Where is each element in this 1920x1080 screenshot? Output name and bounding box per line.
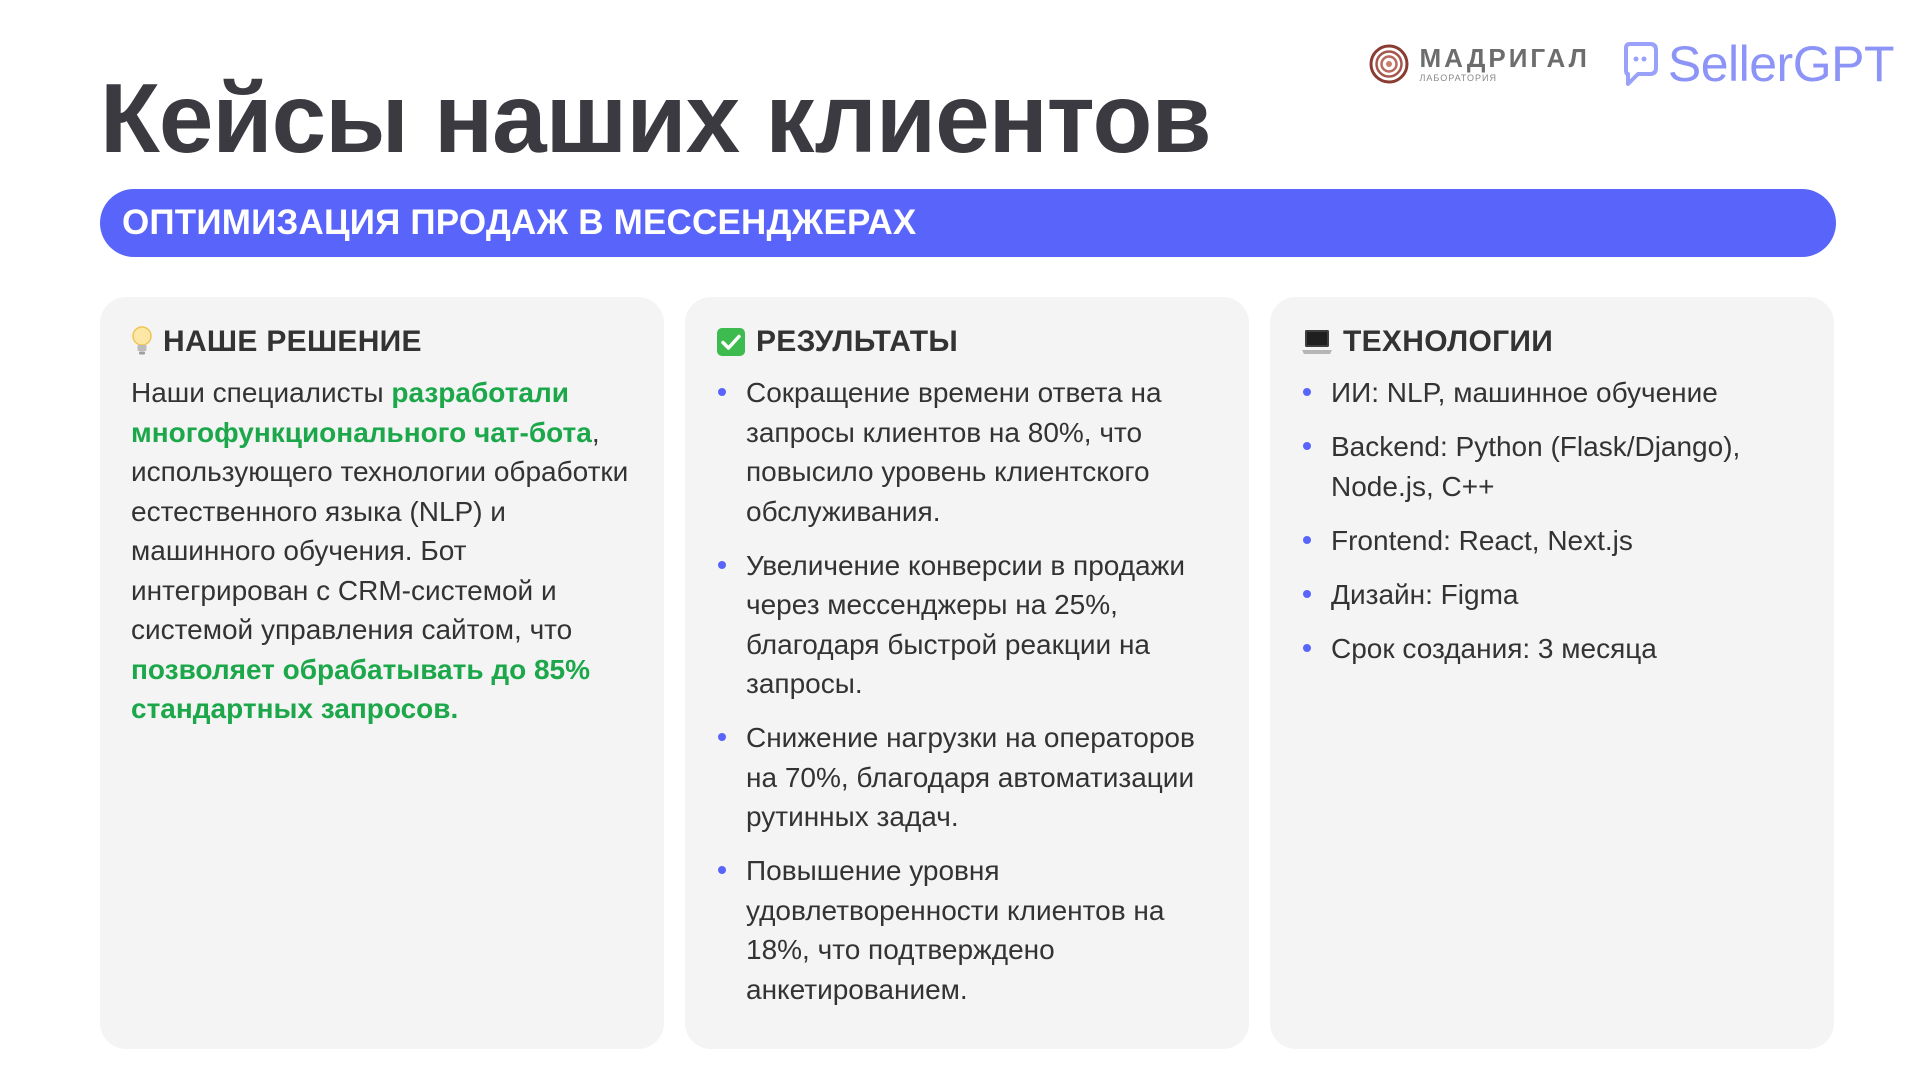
tech-item: ИИ: NLP, машинное обучение xyxy=(1301,373,1806,413)
results-list xyxy=(716,373,1221,1009)
tech-card xyxy=(1270,297,1834,1049)
results-item: Повышение уровня удовлетворенности клиентов на 18%, что подтверждено анкетированием. xyxy=(716,851,1221,1009)
solution-header xyxy=(131,325,636,359)
sellergpt-wordmark: SellerGPT xyxy=(1667,36,1894,92)
results-card xyxy=(685,297,1249,1049)
solution-text-part: Наши специалисты xyxy=(131,377,392,408)
section-banner xyxy=(100,189,1836,257)
sellergpt-logo xyxy=(1620,35,1894,93)
tech-item: Срок создания: 3 месяца xyxy=(1301,629,1806,669)
lightbulb-icon xyxy=(131,326,153,358)
tech-header xyxy=(1301,325,1806,359)
results-item: Снижение нагрузки на операторов на 70%, благодаря автоматизации рутинных задач. xyxy=(716,718,1221,837)
madrigal-emblem-icon xyxy=(1369,44,1409,84)
results-heading: РЕЗУЛЬТАТЫ xyxy=(756,325,959,358)
results-header xyxy=(716,325,1221,359)
results-item: Сокращение времени ответа на запросы клиентов на 80%, что повысило уровень клиентского обслуживания. xyxy=(716,373,1221,531)
tech-item: Backend: Python (Flask/Django), Node.js, C++ xyxy=(1301,427,1806,506)
page-title: Кейсы наших клиентов xyxy=(100,63,1211,173)
sellergpt-chat-icon xyxy=(1620,42,1660,86)
tech-item: Дизайн: Figma xyxy=(1301,575,1806,615)
madrigal-name: МАДРИГАЛ xyxy=(1419,43,1590,73)
check-mark-icon xyxy=(716,327,746,357)
solution-card xyxy=(100,297,664,1049)
solution-highlight: позволяет обрабатывать до 85% стандартных запросов. xyxy=(131,653,591,724)
solution-heading: НАШЕ РЕШЕНИЕ xyxy=(163,325,422,358)
solution-text-part: , использующего технологии обработки естественного языка (NLP) и машинного обучения. Бот интегрирован с CRM-системой и системой управления сайтом, что xyxy=(131,416,629,645)
tech-list xyxy=(1301,373,1806,668)
solution-highlight: разработали многофункционального чат-бота xyxy=(131,377,592,448)
madrigal-subtitle: ЛАБОРАТОРИЯ xyxy=(1419,73,1497,83)
header-logos xyxy=(1369,35,1894,93)
laptop-icon xyxy=(1301,328,1333,356)
tech-item: Frontend: React, Next.js xyxy=(1301,521,1806,561)
solution-text xyxy=(131,373,636,729)
tech-heading: ТЕХНОЛОГИИ xyxy=(1343,325,1554,358)
results-item: Увеличение конверсии в продажи через мессенджеры на 25%, благодаря быстрой реакции на запросы. xyxy=(716,546,1221,704)
madrigal-logo xyxy=(1369,44,1589,84)
section-banner-text: ОПТИМИЗАЦИЯ ПРОДАЖ В МЕССЕНДЖЕРАХ xyxy=(122,203,917,242)
